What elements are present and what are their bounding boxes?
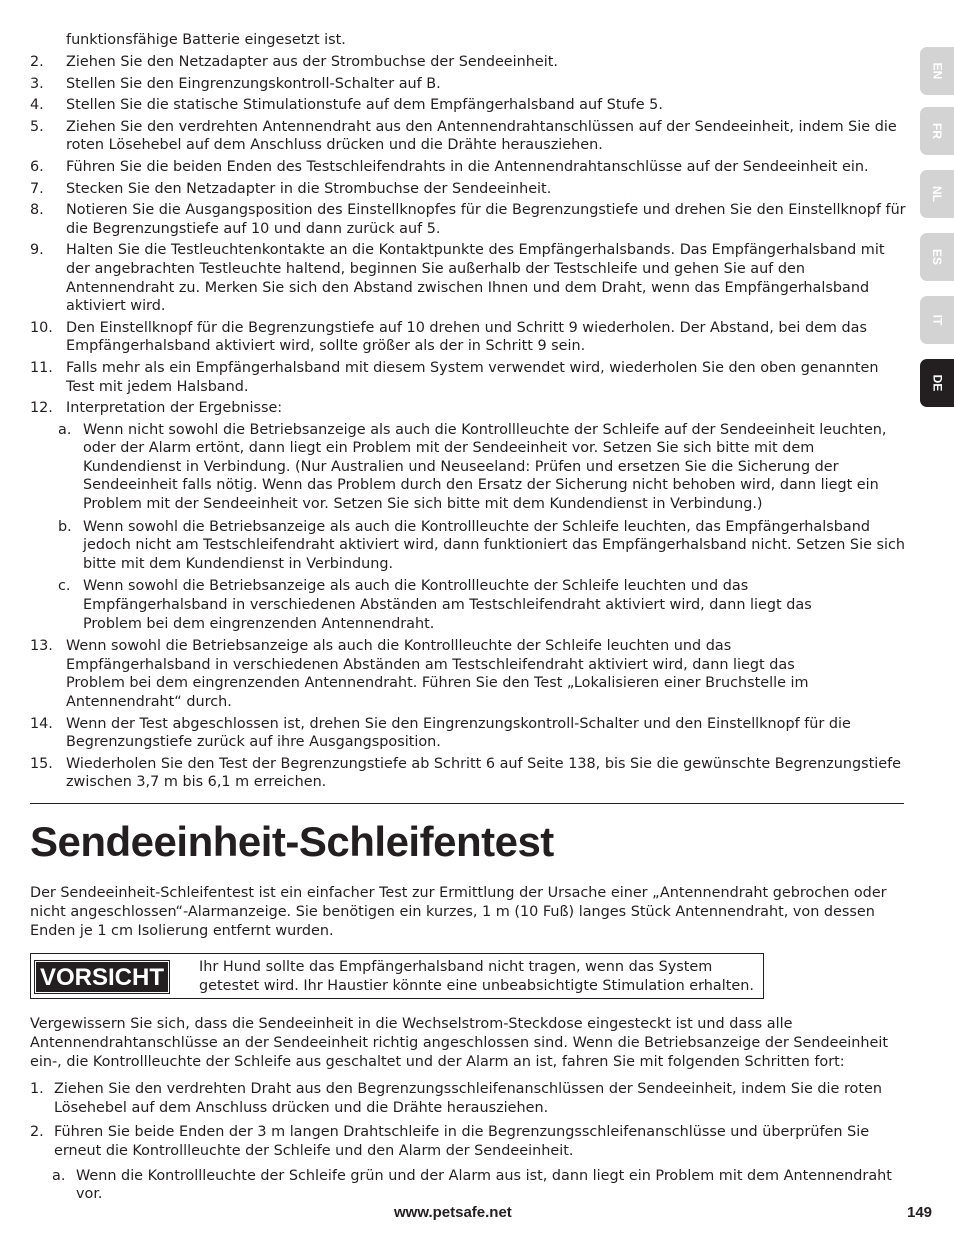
list-item xyxy=(30,319,910,356)
tab-es[interactable] xyxy=(920,233,954,281)
item-text: Interpretation der Ergebnisse: xyxy=(66,400,283,417)
sub-item-letter: b. xyxy=(58,518,72,535)
item-number: 11. xyxy=(30,359,53,376)
sub-item-letter: a. xyxy=(52,1167,66,1184)
tab-nl[interactable] xyxy=(920,170,954,218)
tab-label: DE xyxy=(929,374,944,392)
item-text: Stellen Sie den Eingrenzungskontroll-Schalter auf B. xyxy=(66,75,441,92)
tab-en[interactable] xyxy=(920,47,954,95)
list-item xyxy=(30,1123,910,1160)
tab-fr[interactable] xyxy=(920,107,954,155)
item-number: 13. xyxy=(30,638,53,655)
sub-list-item xyxy=(30,421,910,514)
tab-label: IT xyxy=(929,314,944,326)
caution-box xyxy=(30,953,764,999)
list-item xyxy=(30,158,910,177)
section-heading: Sendeeinheit-Schleifentest xyxy=(30,817,554,865)
sub-item-letter: c. xyxy=(58,578,71,595)
sub-list-item xyxy=(30,577,910,633)
page-content xyxy=(30,31,910,1208)
item-text: Führen Sie beide Enden der 3 m langen Drahtschleife in die Begrenzungsschleifenanschlüsse und überprüfen Sie erneut die Kontrollleuchte der Schleife und den Alarm der Sendeeinheit. xyxy=(54,1124,870,1159)
item-number: 2. xyxy=(30,54,44,70)
item-number: 6. xyxy=(30,158,44,175)
item-number: 12. xyxy=(30,400,53,417)
item-text: Wenn der Test abgeschlossen ist, drehen Sie den Eingrenzungskontroll-Schalter und den Einstellknopf für die Begrenzungstiefe zurück auf ihre Ausgangsposition. xyxy=(66,715,851,751)
sub-item-text: Wenn die Kontrollleuchte der Schleife grün und der Alarm aus ist, dann liegt ein Problem mit dem Antennendraht vor. xyxy=(76,1167,892,1203)
page-number: 149 xyxy=(907,1204,933,1221)
sub-item-text: Wenn nicht sowohl die Betriebsanzeige als auch die Kontrollleuchte der Schleife auf der Sendeeinheit leuchten, oder der Alarm ertönt, dann liegt ein Problem mit der Sendeeinheit vor. Setzen Sie sich bitte mit dem Kundendienst in Verbindung. (Nur Australien und Neuseeland: Prüfen und ersetzen Sie die Sicherung der Sendeeinheit falls nötig. Wenn das Problem durch den Ersatz der Sicherung nicht behoben wird, dann liegt ein Problem mit der Sendeeinheit vor. Setzen Sie sich bitte mit dem Kundendienst in Verbindung.) xyxy=(83,421,887,513)
sub-item-letter: a. xyxy=(58,421,72,438)
tab-label: ES xyxy=(929,248,944,266)
list-item xyxy=(30,637,910,711)
sub-item-text: Wenn sowohl die Betriebsanzeige als auch die Kontrollleuchte der Schleife leuchten, das Empfängerhalsband jedoch nicht am Testschleifendraht aktiviert wird, dann funktioniert das Empfängerhalsband nicht. Setzen Sie sich bitte mit dem Kundendienst in Verbindung. xyxy=(83,518,906,572)
item-number: 14. xyxy=(30,715,53,732)
item-text: Falls mehr als ein Empfängerhalsband mit diesem System verwendet wird, wiederholen Sie den oben genannten Test mit jedem Halsband. xyxy=(66,359,879,395)
item-text: Notieren Sie die Ausgangsposition des Einstellknopfes für die Begrenzungstiefe und drehen Sie den Einstellknopf für die Begrenzungstiefe auf 10 und dann zurück auf 5. xyxy=(66,202,906,237)
item-text: Den Einstellknopf für die Begrenzungstiefe auf 10 drehen und Schritt 9 wiederholen. Der Abstand, bei dem das Empfängerhalsband aktiviert wird, sollte größer als der in Schritt 9 sein. xyxy=(66,319,867,355)
item-number: 15. xyxy=(30,755,53,772)
intro-paragraph: Der Sendeeinheit-Schleifentest ist ein einfacher Test zur Ermittlung der Ursache einer „Antennendraht gebrochen oder nicht angeschlossen“-Alarmanzeige. Sie benötigen ein kurzes, 1 m (10 Fuß) langes Stück Antennendraht, von dessen Enden je 1 cm Isolierung entfernt wurden. xyxy=(30,884,887,939)
item-number: 7. xyxy=(30,180,44,197)
item-text: Ziehen Sie den verdrehten Antennendraht aus den Antennendrahtanschlüssen auf der Sendeeinheit, indem Sie die roten Lösehebel auf dem Anschluss drücken und die Drähte herausziehen. xyxy=(66,118,897,154)
sub-item-text: Wenn sowohl die Betriebsanzeige als auch die Kontrollleuchte der Schleife leuchten und das Empfängerhalsband in verschiedenen Abständen am Testschleifendraht aktiviert wird, dann liegt das Problem bei dem eingrenzenden Antennendraht. xyxy=(83,578,812,632)
instructions-paragraph: Vergewissern Sie sich, dass die Sendeeinheit in die Wechselstrom-Steckdose eingesteckt ist und dass alle Antennendrahtanschlüsse an der Sendeeinheit richtig angeschlossen sind. Wenn die Betriebsanzeige der Sendeeinheit ein-, die Kontrollleuchte der Schleife aus geschaltet und der Alarm an ist, fahren Sie mit folgenden Schritten fort: xyxy=(30,1016,889,1071)
item-text: Halten Sie die Testleuchtenkontakte an die Kontaktpunkte des Empfängerhalsbands. Das Empfängerhalsband mit der angebrachten Testleuchte haltend, beginnen Sie außerhalb der Testschleife und gehen Sie auf den Antennendraht zu. Merken Sie sich den Abstand zwischen Ihnen und dem Draht, wenn das Empfängerhalsband aktiviert wird. xyxy=(66,242,885,315)
item-text: Stellen Sie die statische Stimulationstufe auf dem Empfängerhalsband auf Stufe 5. xyxy=(66,97,663,114)
list-item xyxy=(30,201,910,238)
item-text: Wenn sowohl die Betriebsanzeige als auch die Kontrollleuchte der Schleife leuchten und das Empfängerhalsband in verschiedenen Abständen am Testschleifendraht aktiviert wird, dann liegt das Problem bei dem eingrenzenden Antennendraht. Führen Sie den Test „Lokalisieren einer Bruchstelle im Antennendraht“ durch. xyxy=(66,638,809,710)
list-item xyxy=(30,75,910,94)
caution-text: Ihr Hund sollte das Empfängerhalsband nicht tragen, wenn das System getestet wird. Ihr Haustier könnte eine unbeabsichtigte Stimulation erhalten. xyxy=(199,958,754,994)
tab-label: FR xyxy=(930,123,944,139)
item-number: 10. xyxy=(30,319,53,336)
item-text: Wiederholen Sie den Test der Begrenzungstiefe ab Schritt 6 auf Seite 138, bis Sie die gewünschte Begrenzungstiefe zwischen 3,7 m bis 6,1 m erreichen. xyxy=(66,755,902,791)
list-item xyxy=(30,96,910,115)
item-text: Führen Sie die beiden Enden des Testschleifendrahts in die Antennendrahtanschlüsse auf der Sendeeinheit ein. xyxy=(66,158,869,175)
item-number: 2. xyxy=(30,1124,44,1141)
tab-it[interactable] xyxy=(920,296,954,344)
list-item xyxy=(30,399,910,418)
list-item xyxy=(30,241,910,315)
item-number: 1. xyxy=(30,1081,44,1098)
sub-list-item xyxy=(30,1167,910,1204)
tab-de[interactable] xyxy=(920,359,954,407)
list-item xyxy=(30,53,910,72)
item-text: Ziehen Sie den Netzadapter aus der Strombuchse der Sendeeinheit. xyxy=(66,54,558,70)
list-item xyxy=(30,180,910,199)
list-item xyxy=(30,755,910,792)
item-number: 3. xyxy=(30,75,44,92)
item-number: 5. xyxy=(30,118,44,135)
item-number: 4. xyxy=(30,97,44,114)
item-text: Stecken Sie den Netzadapter in die Strombuchse der Sendeeinheit. xyxy=(66,180,552,197)
list-item xyxy=(30,715,910,752)
item-number: 8. xyxy=(30,202,44,219)
list-item xyxy=(30,359,910,396)
caution-label: VORSICHT xyxy=(35,961,169,993)
item-number: 9. xyxy=(30,242,44,259)
sub-list-item xyxy=(30,518,910,574)
section-divider xyxy=(30,803,904,804)
tab-label: NL xyxy=(930,186,944,202)
list-item xyxy=(30,1080,910,1117)
continuation-text: funktionsfähige Batterie eingesetzt ist. xyxy=(66,32,346,48)
list-item xyxy=(30,118,910,155)
item-text: Ziehen Sie den verdrehten Draht aus den Begrenzungsschleifenanschlüssen der Sendeeinheit, indem Sie die roten Lösehebel auf dem Anschluss drücken und die Drähte herausziehen. xyxy=(54,1081,882,1116)
tab-label: EN xyxy=(929,62,944,80)
footer-url: www.petsafe.net xyxy=(394,1204,512,1221)
